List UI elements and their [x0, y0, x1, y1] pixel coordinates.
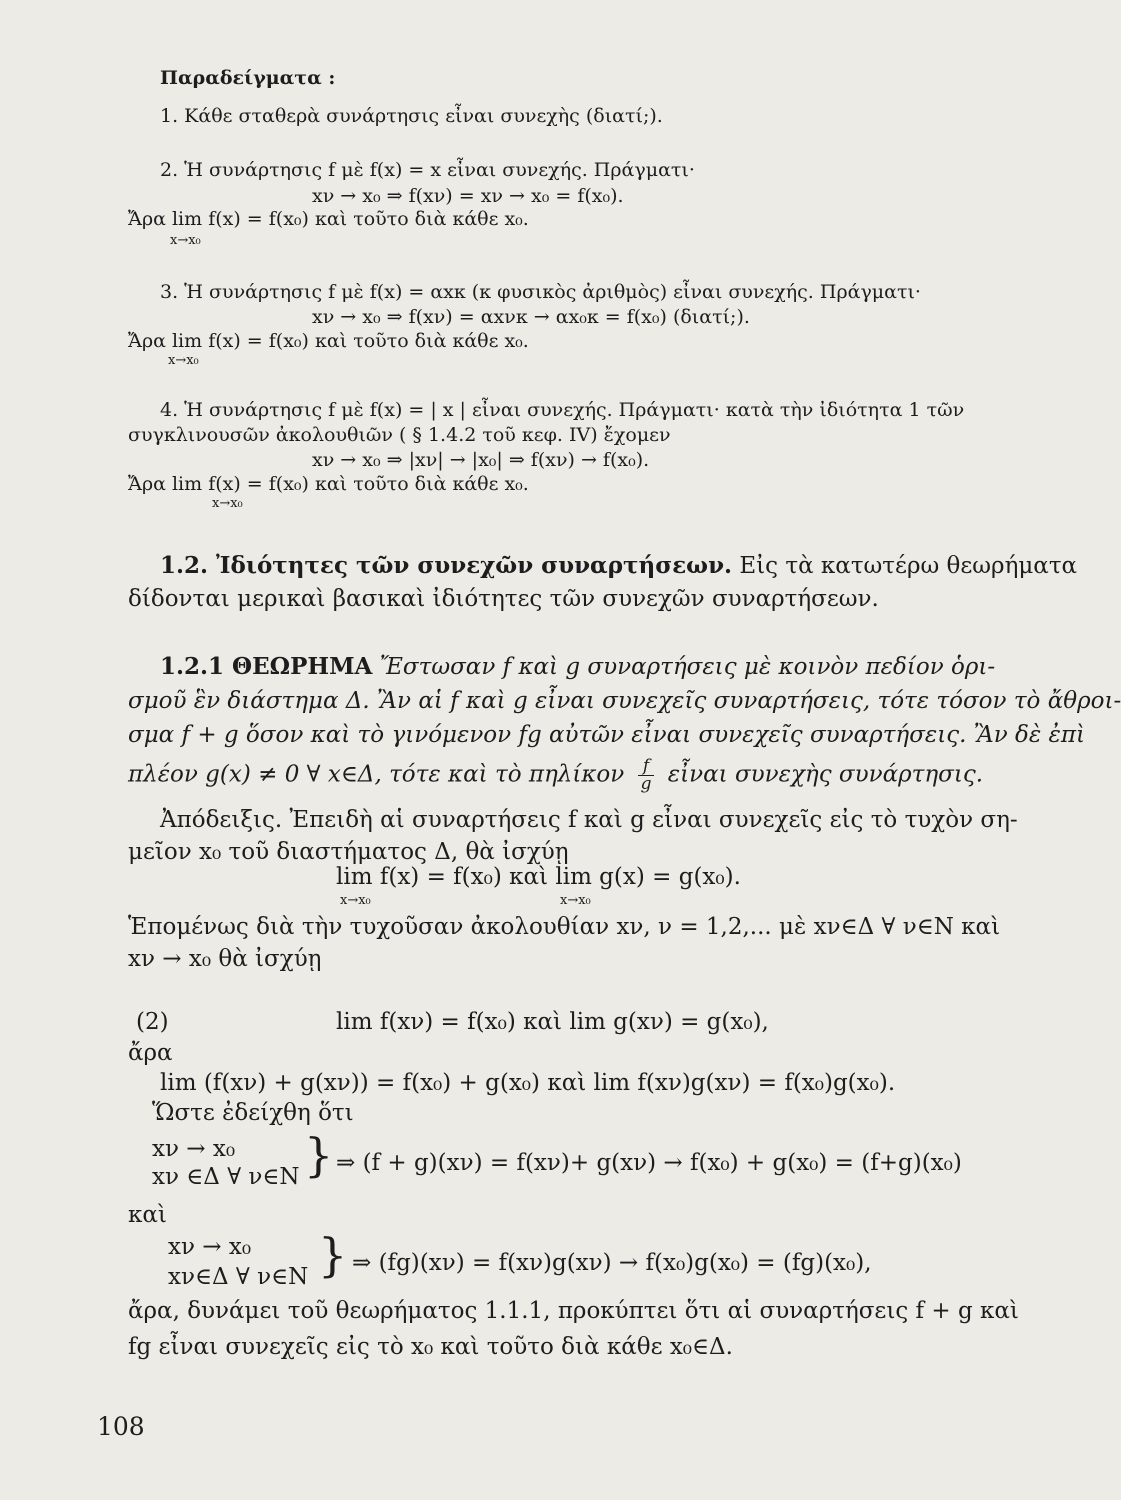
example-3-line-3: Ἄρα lim f(x) = f(x₀) καὶ τοῦτο διὰ κάθε x₀. [128, 330, 529, 352]
condition-1a: xν → x₀ [152, 1136, 236, 1162]
proof-line-1: Ἀπόδειξις. Ἐπειδὴ αἱ συναρτήσεις f καὶ g εἶναι συνεχεῖς εἰς τὸ τυχὸν ση- [160, 807, 1018, 833]
right-brace-1: } [304, 1128, 334, 1182]
right-brace-2: } [318, 1228, 348, 1282]
section-intro: Εἰς τὰ κατωτέρω θεωρήματα [732, 553, 1078, 579]
condition-2a: xν → x₀ [168, 1234, 252, 1260]
conjunction-kai: καὶ [128, 1202, 167, 1228]
fraction-numerator: f [638, 758, 655, 776]
theorem-line-3: σμα f + g ὅσον καὶ τὸ γινόμενον fg αὐτῶν εἶναι συνεχεῖς συναρτήσεις. Ἂν δὲ ἐπὶ [128, 722, 1086, 748]
proof-line-9: Ὥστε ἐδείχθη ὅτι [152, 1100, 354, 1126]
example-4-line-4: Ἄρα lim f(x) = f(x₀) καὶ τοῦτο διὰ κάθε x₀. [128, 473, 529, 495]
page-number: 108 [97, 1412, 145, 1441]
theorem-line-1 [160, 654, 995, 680]
theorem-line-4 [128, 758, 983, 793]
example-4-limit-subscript: x→x₀ [212, 496, 243, 511]
section-1-2-line-2: δίδονται μερικαὶ βασικαὶ ἰδιότητες τῶν συνεχῶν συναρτήσεων. [128, 586, 879, 612]
theorem-text-1: Ἔστωσαν f καὶ g συναρτήσεις μὲ κοινὸν πεδίον ὁρι- [379, 654, 996, 680]
proof-line-2: μεῖον x₀ τοῦ διαστήματος Δ, θὰ ἰσχύῃ [128, 839, 569, 865]
equation-label-2: (2) [136, 1009, 169, 1035]
quotient-fraction [638, 758, 655, 793]
proof-line-10: ἄρα, δυνάμει τοῦ θεωρήματος 1.1.1, προκύπτει ὅτι αἱ συναρτήσεις f + g καὶ [128, 1298, 1019, 1324]
example-4-line-3: xν → x₀ ⇒ |xν| → |x₀| ⇒ f(xν) → f(x₀). [312, 449, 650, 471]
theorem-label: 1.2.1 ΘΕΩΡΗΜΑ [160, 653, 373, 680]
example-3-limit-subscript: x→x₀ [168, 353, 199, 368]
example-4-line-2: συγκλινουσῶν ἀκολουθιῶν ( § 1.4.2 τοῦ κεφ. IV) ἔχομεν [128, 424, 671, 446]
proof-line-4: Ἑπομένως διὰ τὴν τυχοῦσαν ἀκολουθίαν xν, ν = 1,2,... μὲ xν∈Δ ∀ ν∈N καὶ [128, 914, 1001, 940]
example-2-line-3: Ἄρα lim f(x) = f(x₀) καὶ τοῦτο διὰ κάθε x₀. [128, 208, 529, 230]
theorem-line-2: σμοῦ ἓν διάστημα Δ. Ἂν αἱ f καὶ g εἶναι συνεχεῖς συναρτήσεις, τότε τόσον τὸ ἄθροι- [128, 688, 1121, 714]
example-2-line-1: 2. Ἡ συνάρτησις f μὲ f(x) = x εἶναι συνεχής. Πράγματι· [160, 159, 695, 181]
proof-line-11: fg εἶναι συνεχεῖς εἰς τὸ x₀ καὶ τοῦτο διὰ κάθε x₀∈Δ. [128, 1334, 733, 1360]
section-title: 1.2. Ἰδιότητες τῶν συνεχῶν συναρτήσεων. [160, 552, 733, 579]
equation-2: lim f(xν) = f(x₀) καὶ lim g(xν) = g(x₀), [336, 1009, 769, 1035]
proof-line-5: xν → x₀ θὰ ἰσχύῃ [128, 946, 322, 972]
condition-2b: xν∈Δ ∀ ν∈N [168, 1264, 309, 1290]
example-3-line-1: 3. Ἡ συνάρτησις f μὲ f(x) = αxκ (κ φυσικὸς ἀριθμὸς) εἶναι συνεχής. Πράγματι· [160, 281, 921, 303]
examples-heading: Παραδείγματα : [160, 67, 336, 89]
condition-1b: xν ∈Δ ∀ ν∈N [152, 1164, 300, 1190]
proof-line-7: ἄρα [128, 1040, 173, 1066]
result-sum: ⇒ (f + g)(xν) = f(xν)+ g(xν) → f(x₀) + g(x₀) = (f+g)(x₀) [336, 1150, 962, 1176]
example-4-line-1: 4. Ἡ συνάρτησις f μὲ f(x) = | x | εἶναι συνεχής. Πράγματι· κατὰ τὴν ἰδιότητα 1 τῶν [160, 399, 965, 421]
proof-sum-product-limits: lim (f(xν) + g(xν)) = f(x₀) + g(x₀) καὶ lim f(xν)g(xν) = f(x₀)g(x₀). [160, 1070, 896, 1096]
example-2-limit-subscript: x→x₀ [170, 233, 201, 248]
example-2-line-2: xν → x₀ ⇒ f(xν) = xν → x₀ = f(x₀). [312, 185, 624, 207]
example-1-line: 1. Κάθε σταθερὰ συνάρτησις εἶναι συνεχὴς (διατί;). [160, 105, 663, 127]
proof-limit-subscript-2: x→x₀ [560, 893, 591, 908]
proof-limit-subscript-1: x→x₀ [340, 893, 371, 908]
theorem-text-4b: εἶναι συνεχὴς συνάρτησις. [667, 761, 984, 788]
proof-limits-line: lim f(x) = f(x₀) καὶ lim g(x) = g(x₀). [336, 864, 741, 890]
example-3-line-2: xν → x₀ ⇒ f(xν) = αxνκ → αx₀κ = f(x₀) (διατί;). [312, 306, 750, 328]
result-product: ⇒ (fg)(xν) = f(xν)g(xν) → f(x₀)g(x₀) = (fg)(x₀), [352, 1250, 872, 1276]
fraction-denominator: g [640, 774, 652, 794]
theorem-text-4a: πλέον g(x) ≠ 0 ∀ x∈Δ, τότε καὶ τὸ πηλίκον [128, 761, 625, 788]
section-1-2-line-1 [160, 553, 1077, 579]
